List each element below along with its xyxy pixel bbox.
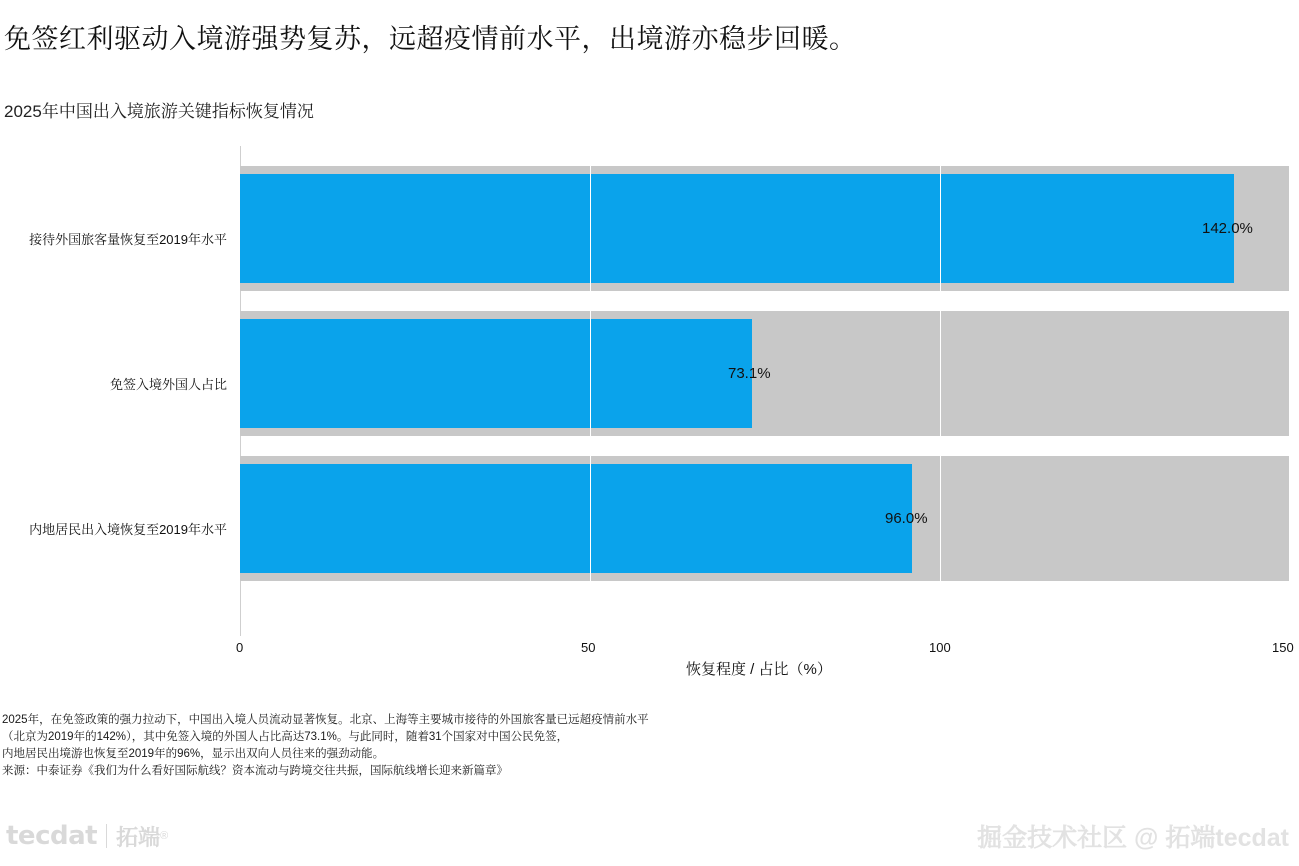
footnote-line-2: （北京为2019年的142%），其中免签入境的外国人占比高达73.1%。与此同时，随着31个国家对中国公民免签， — [2, 731, 569, 743]
plot-area — [240, 146, 1290, 636]
category-label-0: 接待外国旅客量恢复至2019年水平 — [29, 232, 227, 247]
bar-value-label-2: 96.0% — [885, 510, 928, 527]
logo-wordmark: tecdat — [6, 821, 98, 851]
x-axis-title: 恢复程度 / 占比（%） — [686, 661, 832, 678]
watermark: 掘金技术社区 @ 拓端tecdat — [977, 824, 1289, 852]
page-title: 免签红利驱动入境游强势复苏，远超疫情前水平，出境游亦稳步回暖。 — [4, 24, 857, 54]
gridline-100 — [940, 146, 941, 636]
footnote-line-3: 内地居民出境游也恢复至2019年的96%，显示出双向人员往来的强劲动能。 — [2, 748, 385, 760]
category-label-2: 内地居民出入境恢复至2019年水平 — [29, 522, 227, 537]
footnote-source: 来源：中泰证券《我们为什么看好国际航线？资本流动与跨境交往共振，国际航线增长迎来新篇章》 — [2, 765, 508, 777]
gridline-50 — [590, 146, 591, 636]
bar-2[interactable] — [240, 464, 912, 573]
footnote-line-1: 2025年，在免签政策的强力拉动下，中国出入境人员流动显著恢复。北京、上海等主要城市接待的外国旅客量已远超疫情前水平 — [2, 714, 649, 726]
footnote-block — [2, 712, 649, 780]
x-tick-150: 150 — [1272, 640, 1294, 655]
x-tick-0: 0 — [236, 640, 244, 655]
bar-chart — [0, 146, 1290, 641]
chart-subtitle: 2025年中国出入境旅游关键指标恢复情况 — [4, 102, 314, 121]
logo-divider — [106, 824, 107, 848]
registered-mark-icon: ® — [160, 830, 169, 842]
logo-cn-wordmark: 拓端 — [116, 824, 161, 850]
bar-1[interactable] — [240, 319, 752, 428]
gridline-150 — [1289, 146, 1290, 636]
bar-value-label-0: 142.0% — [1202, 220, 1253, 237]
x-tick-50: 50 — [581, 640, 596, 655]
brand-logo — [6, 818, 168, 854]
x-tick-100: 100 — [929, 640, 951, 655]
bar-0[interactable] — [240, 174, 1234, 283]
category-label-1: 免签入境外国人占比 — [109, 377, 227, 392]
bar-value-label-1: 73.1% — [728, 365, 771, 382]
